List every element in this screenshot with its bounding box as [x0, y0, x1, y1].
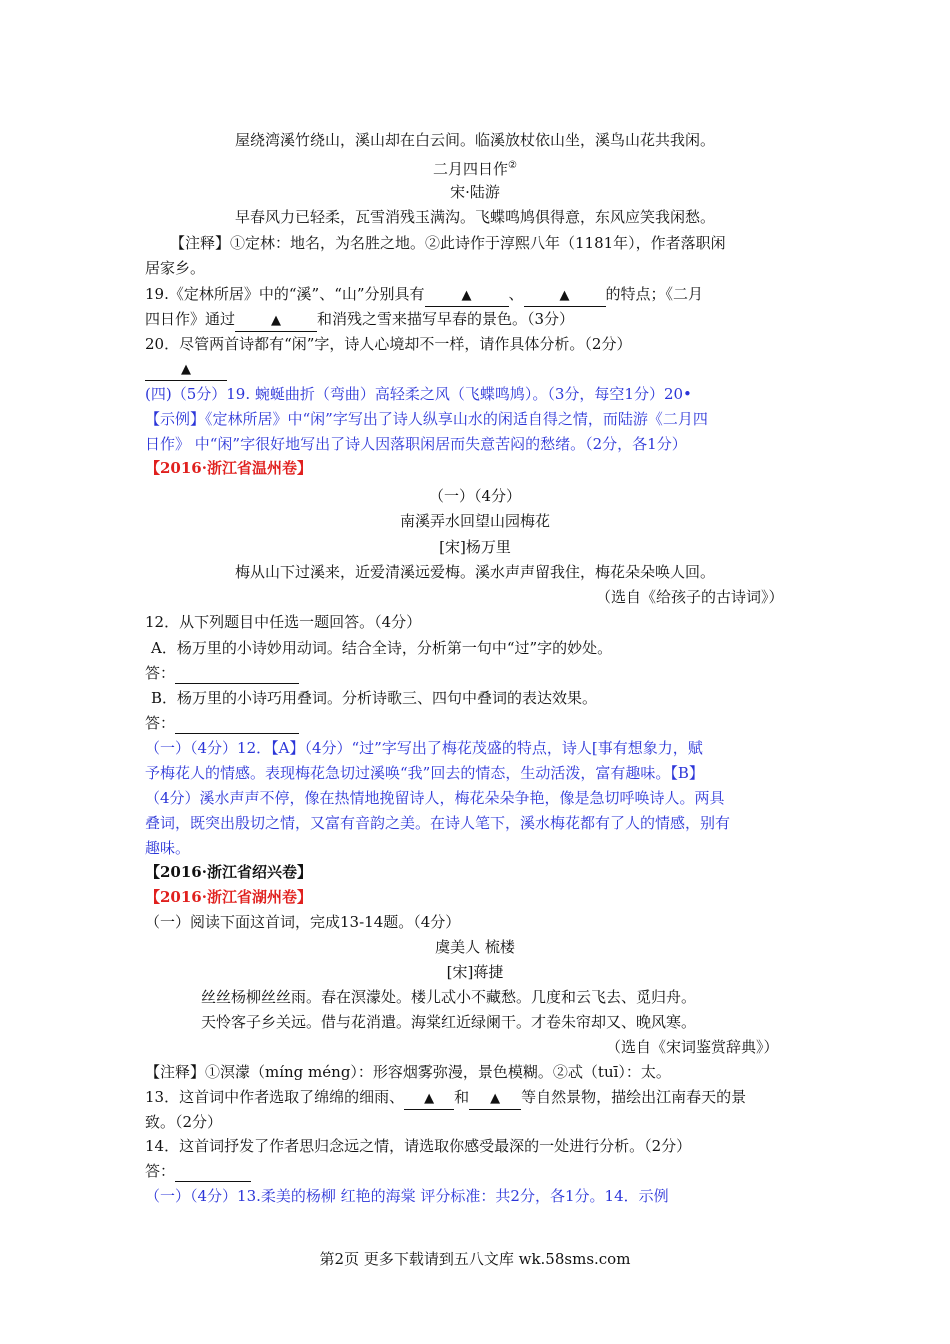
- answer-blank[interactable]: ▲: [425, 284, 509, 307]
- answer-blank[interactable]: ▲: [404, 1087, 454, 1110]
- q19-line1: 19.《定林所居》中的“溪”、“山”分别具有 ▲ 、 ▲ 的特点；《二月: [145, 284, 703, 307]
- poem2-author: 宋·陆游: [450, 183, 500, 201]
- answer-blank[interactable]: [175, 663, 299, 684]
- q12-option-a: A．杨万里的小诗妙用动词。结合全诗，分析第一句中“过”字的妙处。: [151, 639, 613, 657]
- wenzhou-section: （一）（4分）: [428, 487, 522, 505]
- q20-text: 20．尽管两首诗都有“闲”字，诗人心境却不一样，请作具体分析。（2分）: [145, 335, 632, 353]
- huzhou-source: （选自《宋词鉴赏辞典》）: [606, 1038, 779, 1056]
- wenzhou-poem-text: 梅从山下过溪来，近爱清溪远爱梅。溪水声声留我住，梅花朵朵唤人回。: [234, 563, 715, 581]
- answer4-line1: (四)（5分）19. 蜿蜒曲折（弯曲）高轻柔之风（飞蝶鸣鸠）。（3分，每空1分）20•: [145, 385, 692, 403]
- poem2-text: 早春风力已轻柔，瓦雪消残玉满沟。飞蝶鸣鸠俱得意，东风应笑我闲愁。: [234, 208, 715, 226]
- answer4-line3: 日作》 中“闲”字很好地写出了诗人因落职闲居而失意苦闷的愁绪。（2分，各1分）: [145, 435, 687, 453]
- answer-blank[interactable]: ▲: [235, 309, 317, 332]
- q13-line1: 13．这首词中作者选取了绵绵的细雨、 ▲ 和 ▲ 等自然景物，描绘出江南春天的景: [145, 1087, 746, 1110]
- huzhou-poem-title: 虞美人 梳楼: [435, 938, 515, 956]
- wenzhou-heading: 【2016·浙江省温州卷】: [145, 459, 312, 477]
- answer1-line3: （4分）溪水声声不停，像在热情地挽留诗人，梅花朵朵争艳，像是急切呼唤诗人。两具: [145, 789, 725, 807]
- huzhou-answer: （一）（4分）13.柔美的杨柳 红艳的海棠 评分标准：共2分，各1分。14．示例: [145, 1187, 669, 1205]
- q20-answer-line: [145, 358, 227, 381]
- answer1-line1: （一）（4分）12．【A】（4分）“过”字写出了梅花茂盛的特点，诗人[事有想象力，赋: [145, 739, 703, 757]
- answer1-line2: 予梅花人的情感。表现梅花急切过溪唤“我”回去的情态，生动活泼，富有趣味。【B】: [145, 764, 704, 782]
- huzhou-poem-line2: 天怜客子乡关远。借与花消遣。海棠红近绿阑干。才卷朱帘却又、晚风寒。: [201, 1013, 697, 1031]
- note1-line1: 【注释】①定林：地名，为名胜之地。②此诗作于淳熙八年（1181年），作者落职闲: [170, 234, 726, 252]
- q19-line2: 四日作》通过 ▲ 和消残之雪来描写早春的景色。（3分）: [145, 309, 574, 332]
- huzhou-intro: （一）阅读下面这首词，完成13-14题。（4分）: [145, 913, 461, 931]
- poem1-line: 屋绕湾溪竹绕山，溪山却在白云间。临溪放杖依山坐，溪鸟山花共我闲。: [234, 131, 715, 149]
- q13-line2: 致。（2分）: [145, 1113, 223, 1131]
- answer1-line5: 趣味。: [145, 839, 191, 857]
- answer-blank[interactable]: [175, 713, 299, 734]
- shaoxing-heading: 【2016·浙江省绍兴卷】: [145, 863, 312, 881]
- answer-blank[interactable]: ▲: [524, 284, 606, 307]
- answer-blank[interactable]: ▲: [145, 358, 227, 381]
- note1-line2: 居家乡。: [145, 259, 206, 277]
- q12-answer-a: 答：: [145, 663, 299, 684]
- q14-answer: 答：: [145, 1161, 251, 1182]
- q12-text: 12．从下列题目中任选一题回答。（4分）: [145, 613, 422, 631]
- q12-option-b: B．杨万里的小诗巧用叠词。分析诗歌三、四句中叠词的表达效果。: [151, 689, 598, 707]
- answer1-line4: 叠词，既突出殷切之情，又富有音韵之美。在诗人笔下，溪水梅花都有了人的情感，别有: [145, 814, 731, 832]
- huzhou-poem-line1: 丝丝杨柳丝丝雨。春在溟濛处。楼儿忒小不藏愁。几度和云飞去、觅归舟。: [201, 988, 697, 1006]
- answer-blank[interactable]: ▲: [469, 1087, 521, 1110]
- poem2-title: 二月四日作②: [433, 160, 517, 178]
- wenzhou-source: （选自《给孩子的古诗词》）: [596, 588, 784, 606]
- answer-blank[interactable]: [175, 1161, 251, 1182]
- wenzhou-poem-author: [宋]杨万里: [439, 538, 511, 556]
- q14-text: 14．这首词抒发了作者思归念远之情，请选取你感受最深的一处进行分析。（2分）: [145, 1137, 692, 1155]
- answer4-line2: 【示例】《定林所居》中“闲”字写出了诗人纵享山水的闲适自得之情，而陆游《二月四: [145, 410, 708, 428]
- page-footer: 第2页 更多下载请到五八文库 wk.58sms.com: [319, 1250, 631, 1268]
- huzhou-note: 【注释】①溟濛（míng méng）：形容烟雾弥漫，景色模糊。②忒（tuī）：太。: [145, 1063, 671, 1081]
- huzhou-heading: 【2016·浙江省湖州卷】: [145, 888, 312, 906]
- wenzhou-poem-title: 南溪弄水回望山园梅花: [399, 512, 550, 530]
- q12-answer-b: 答：: [145, 713, 299, 734]
- huzhou-poem-author: [宋]蒋捷: [446, 963, 504, 981]
